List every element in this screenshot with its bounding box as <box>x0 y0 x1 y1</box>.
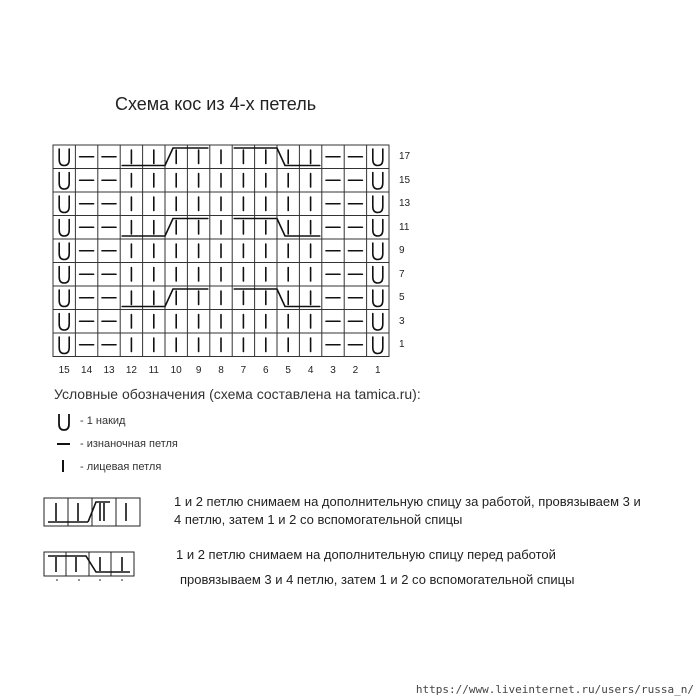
column-label: 15 <box>58 364 70 376</box>
column-label: 10 <box>170 364 182 376</box>
row-label: 15 <box>399 174 411 186</box>
row-label: 17 <box>399 151 411 162</box>
yarn-over-symbol <box>373 173 383 190</box>
row-label: 9 <box>399 245 405 256</box>
yarn-over-symbol <box>373 149 383 166</box>
yarn-over-symbol <box>373 220 383 237</box>
row-label: 7 <box>399 268 405 280</box>
cable-front-line1: 1 и 2 петлю снимаем на дополнительную спицу перед работой <box>176 547 556 562</box>
cable-back-line2: 4 петлю, затем 1 и 2 со вспомогательной спицы <box>174 512 463 527</box>
yarn-over-symbol <box>373 243 383 260</box>
row-label: 5 <box>399 292 405 303</box>
yarn-over-symbol <box>59 196 69 213</box>
yarn-over-symbol <box>59 267 69 284</box>
yarn-over-symbol <box>373 267 383 284</box>
row-label: 13 <box>399 198 411 209</box>
yarn-over-symbol <box>373 314 383 331</box>
column-label: 2 <box>352 364 359 376</box>
yarn-over-symbol <box>59 314 69 331</box>
yarn-over-symbol <box>59 337 69 354</box>
watermark-url: https://www.liveinternet.ru/users/russa_n/ <box>415 683 694 696</box>
yarn-over-symbol <box>59 290 69 307</box>
column-label: 4 <box>307 364 314 376</box>
yarn-over-symbol <box>59 173 69 190</box>
legend-knit-label: - лицевая петля <box>80 461 162 473</box>
row-label: 1 <box>399 339 405 350</box>
yarn-over-symbol <box>59 149 69 166</box>
yarn-over-symbol <box>59 243 69 260</box>
column-label: 9 <box>195 364 202 376</box>
yarn-over-symbol <box>373 337 383 354</box>
row-label: 3 <box>399 315 405 327</box>
cable-front-line2: провязываем 3 и 4 петлю, затем 1 и 2 со вспомогательной спицы <box>180 572 575 587</box>
column-label: 5 <box>285 364 291 376</box>
column-label: 6 <box>263 364 269 376</box>
legend-purl-label: - изнаночная петля <box>80 438 178 450</box>
column-label: 12 <box>125 364 137 376</box>
column-label: 7 <box>240 364 247 376</box>
legend-yarn-over-label: - 1 накид <box>80 415 126 427</box>
column-label: 11 <box>148 364 159 376</box>
legend-title: Условные обозначения (схема составлена на tamica.ru): <box>54 386 421 402</box>
column-label: 1 <box>375 364 381 376</box>
yarn-over-symbol <box>373 290 383 307</box>
legend-yarn-over-icon <box>59 414 69 430</box>
yarn-over-symbol <box>59 220 69 237</box>
row-label: 11 <box>399 221 410 233</box>
yarn-over-symbol <box>373 196 383 213</box>
column-label: 3 <box>330 364 336 376</box>
cable-back-line1: 1 и 2 петлю снимаем на дополнительную спицу за работой, провязываем 3 и <box>174 494 641 509</box>
column-label: 13 <box>103 364 115 376</box>
column-label: 8 <box>218 364 224 376</box>
chart-symbols <box>59 148 383 354</box>
column-label: 14 <box>81 364 93 376</box>
chart-title: Схема кос из 4-х петель <box>115 94 317 114</box>
